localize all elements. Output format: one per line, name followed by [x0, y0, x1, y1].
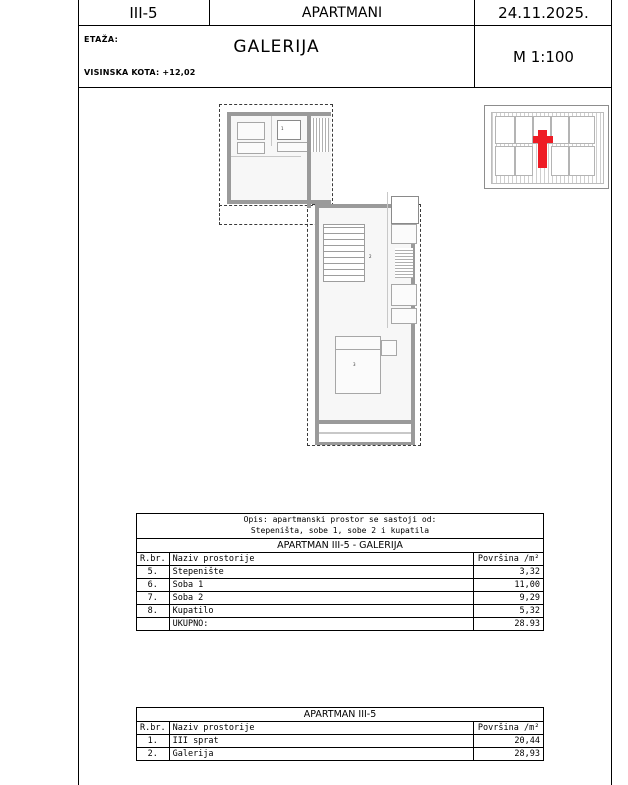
cell-rbr: 2. — [137, 748, 170, 761]
table-row — [137, 748, 544, 761]
header-area: Površina /m² — [474, 722, 544, 735]
cell-name: Soba 1 — [169, 578, 474, 591]
cell-area: 20,44 — [474, 735, 544, 748]
table-row — [137, 735, 544, 748]
table-header-row — [137, 552, 544, 565]
cell-name: Kupatilo — [169, 604, 474, 617]
cell-area: 28,93 — [474, 748, 544, 761]
cell-area: 11,00 — [474, 578, 544, 591]
cell-rbr: 1. — [137, 735, 170, 748]
description-line-2: Stepeništa, sobe 1, sobe 2 i kupatila — [250, 525, 430, 535]
key-plan-unit — [569, 116, 595, 144]
drawing-area — [79, 88, 611, 498]
cell-area: 5,32 — [474, 604, 544, 617]
document-date: 24.11.2025. — [498, 4, 589, 22]
wall-segment — [307, 112, 311, 208]
table-row — [137, 591, 544, 604]
fixture — [237, 142, 265, 154]
document-title: APARTMANI — [210, 0, 475, 26]
title-block-row-top — [78, 0, 612, 26]
fixture — [277, 142, 309, 152]
room-schedule-galerija — [136, 513, 544, 631]
total-rbr-empty — [137, 617, 170, 630]
cell-rbr: 6. — [137, 578, 170, 591]
header-rbr: R.br. — [137, 552, 170, 565]
partition — [271, 116, 272, 146]
table-description-row — [137, 514, 544, 539]
nightstand — [381, 340, 397, 356]
description-line-1: Opis: apartmanski prostor se sastoji od: — [243, 515, 437, 524]
floor-plan — [219, 104, 439, 444]
room-number-label: 2 — [369, 254, 372, 259]
elevation-label: VISINSKA KOTA: +12,02 — [84, 68, 196, 77]
total-area: 28.93 — [474, 617, 544, 630]
table1-title: APARTMAN III-5 - GALERIJA — [137, 538, 544, 552]
cell-name: Soba 2 — [169, 591, 474, 604]
room-number-label: 3 — [353, 362, 356, 367]
table-title-row — [137, 538, 544, 552]
cell-area: 3,32 — [474, 565, 544, 578]
cell-name: III sprat — [169, 735, 474, 748]
cell-name: Stepenište — [169, 565, 474, 578]
unit-summary-table — [136, 707, 544, 761]
hatched-zone — [395, 248, 413, 278]
floor-label: ETAŽA: — [84, 35, 119, 44]
partition — [387, 192, 388, 328]
table-row — [137, 565, 544, 578]
table-title-row — [137, 708, 544, 722]
table-header-row — [137, 722, 544, 735]
header-name: Naziv prostorije — [169, 552, 474, 565]
table-row — [137, 578, 544, 591]
unit-code: III-5 — [78, 0, 210, 26]
floor-name: GALERIJA — [233, 37, 320, 57]
cell-area: 9,29 — [474, 591, 544, 604]
wall-segment — [411, 420, 415, 444]
header-area: Površina /m² — [474, 552, 544, 565]
key-plan-unit — [569, 146, 595, 176]
total-label: UKUPNO: — [169, 617, 474, 630]
header-rbr: R.br. — [137, 722, 170, 735]
key-plan-unit — [551, 116, 569, 144]
fixture — [391, 308, 417, 324]
fixture — [391, 224, 417, 244]
floor-info-cell — [78, 26, 475, 88]
title-block-row-bottom — [78, 26, 612, 88]
cell-rbr: 7. — [137, 591, 170, 604]
cell-rbr: 8. — [137, 604, 170, 617]
cell-rbr: 5. — [137, 565, 170, 578]
cell-name: Galerija — [169, 748, 474, 761]
fixture — [391, 196, 419, 224]
wall-segment — [315, 442, 415, 445]
railing — [319, 432, 411, 434]
table-total-row — [137, 617, 544, 630]
key-plan — [484, 105, 609, 189]
room-number-label: 1 — [281, 126, 284, 131]
description-cell — [137, 514, 544, 539]
wall-segment — [315, 420, 415, 424]
key-plan-unit — [515, 116, 533, 144]
key-plan-unit — [495, 146, 515, 176]
header-name: Naziv prostorije — [169, 722, 474, 735]
title-block — [78, 0, 612, 88]
table-row — [137, 604, 544, 617]
key-plan-unit — [515, 146, 533, 176]
partition — [231, 156, 301, 157]
staircase — [323, 224, 365, 282]
key-plan-unit — [495, 116, 515, 144]
bed-headboard — [335, 336, 381, 350]
table2-title: APARTMAN III-5 — [137, 708, 544, 722]
sheet-border-right — [611, 0, 612, 785]
fixture — [237, 122, 265, 140]
drawing-scale: M 1:100 — [513, 48, 574, 66]
key-plan-unit — [551, 146, 569, 176]
fixture — [391, 284, 417, 306]
key-plan-highlight — [533, 136, 553, 143]
